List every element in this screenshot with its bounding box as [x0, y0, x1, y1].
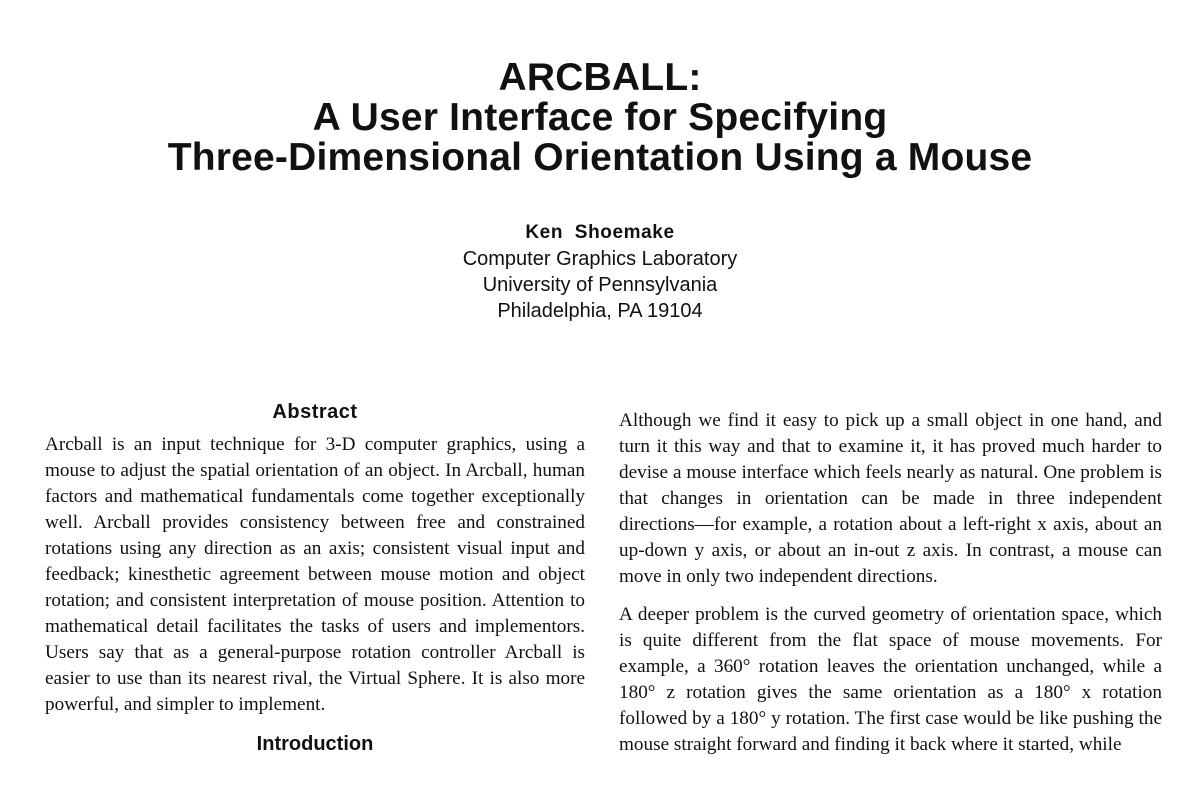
title-line-3: Three-Dimensional Orientation Using a Mouse — [167, 136, 1033, 179]
affiliation-line-1: Computer Graphics Laboratory — [462, 248, 738, 270]
body-paragraph-1: Although we find it easy to pick up a small object in one hand, and turn it this way and that to examine it, it has proved much harder to devise a mouse interface which feels nearly as natural. One problem is that changes in orientation can be made in three independent directions—for example, a rotation about a left-right x axis, about an up-down y axis, or about an in-out z axis. In contrast, a mouse can move in only two independent directions. — [619, 410, 1162, 587]
introduction-heading: Introduction — [256, 733, 374, 755]
paper-title — [0, 58, 1200, 178]
abstract-text: Arcball is an input technique for 3-D computer graphics, using a mouse to adjust the spatial orientation of an object. In Arcball, human factors and mathematical fundamentals come together exceptionally well. Arcball provides consistency between free and constrained rotations using any direction as an axis; consistent visual input and feedback; kinesthetic agreement between mouse motion and object rotation; and consistent interpretation of mouse position. Attention to mathematical detail facilitates the tasks of users and implementors. Users say that as a general-purpose rotation controller Arcball is easier to use than its nearest rival, the Virtual Sphere. It is also more powerful, and simpler to implement. — [45, 434, 585, 715]
author-name: Ken Shoemake — [525, 222, 675, 243]
body-paragraph-2: A deeper problem is the curved geometry of orientation space, which is quite different from the flat space of mouse movements. For example, a 360° rotation leaves the orientation unchanged, while a 180° z rotation gives the same orientation as a 180° x rotation followed by a 180° y rotation. The first case would be like pushing the mouse straight forward and finding it back where it started, while — [619, 604, 1162, 755]
left-column — [45, 398, 585, 758]
right-column — [619, 408, 1162, 770]
author-block — [0, 220, 1200, 324]
abstract-heading: Abstract — [272, 401, 358, 423]
affiliation-line-2: University of Pennsylvania — [482, 274, 718, 296]
title-line-1: ARCBALL: — [498, 56, 702, 99]
title-line-2: A User Interface for Specifying — [312, 96, 888, 139]
affiliation-line-3: Philadelphia, PA 19104 — [497, 300, 703, 322]
